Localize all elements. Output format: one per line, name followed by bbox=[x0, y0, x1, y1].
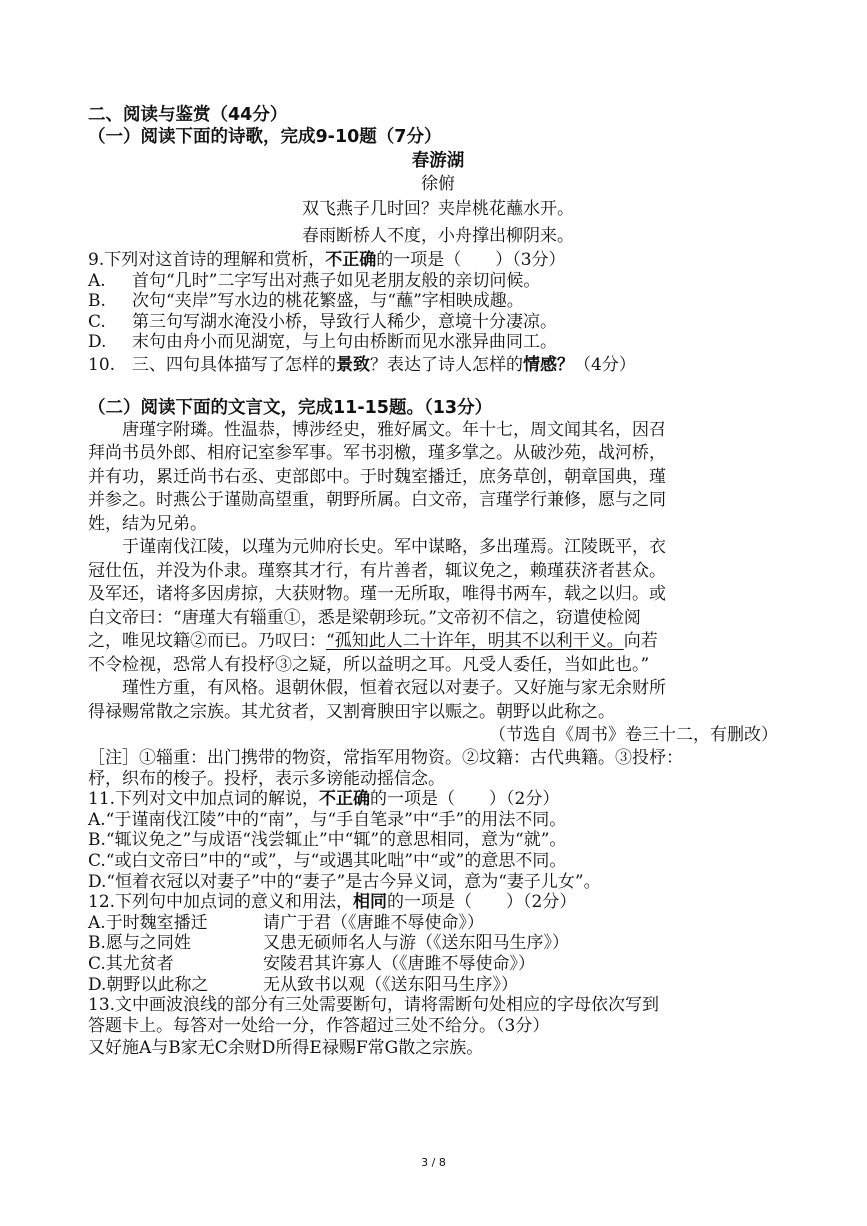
passage-line: 白文帝曰：“唐瑾大有辎重①，悉是梁朝珍玩。”文帝初不信之，窃遣使检阅 bbox=[88, 607, 641, 628]
question-13-cont: 答题卡上。每答对一处给一分，作答超过三处不给分。（3分） bbox=[88, 1015, 550, 1036]
q12-option-b: B.愿与之同姓 又患无硕师名人与游（《送东阳马生序》） bbox=[88, 933, 569, 954]
q12-option-d: D.朝野以此称之 无从致书以观（《送东阳马生序》） bbox=[88, 974, 518, 995]
passage-source: （节选自《周书》卷三十二，有删改） bbox=[489, 725, 778, 746]
question-9: 9.下列对这首诗的理解和赏析，不正确的一项是（ ）（3分） bbox=[88, 250, 566, 270]
q11-option-a: A.“于谨南伐江陵”中的“南”，与“手自笔录”中“手”的用法不同。 bbox=[88, 809, 567, 830]
underlined-sentence: “孤知此人二十许年，明其不以利干义。 bbox=[326, 631, 624, 652]
poem-title: 春游湖 bbox=[411, 151, 465, 171]
question-12: 12.下列句中加点词的意义和用法，相同的一项是（ ）（2分） bbox=[88, 892, 577, 913]
question-13: 13.文中画波浪线的部分有三处需要断句，请将需断句处相应的字母依次写到 bbox=[88, 995, 660, 1016]
page-number: 3 / 8 bbox=[421, 1156, 446, 1169]
passage-line: 瑾性方重，有风格。退朝休假，恒着衣冠以对妻子。又好施与家无余财所 bbox=[122, 678, 666, 699]
q11-option-b: B.“辄议免之”与成语“浅尝辄止”中“辄”的意思相同，意为“就”。 bbox=[88, 830, 567, 851]
q12-option-c: C.其尤贫者 安陵君其许寡人（《唐雎不辱使命》） bbox=[88, 953, 535, 974]
passage-line: 冠仕伍，并没为仆隶。瑾察其才行，有片善者，辄议免之，赖瑾获济者甚众。 bbox=[88, 560, 666, 581]
poem-author: 徐俯 bbox=[421, 174, 455, 194]
q11-option-c: C.“或白文帝曰”中的“或”，与“或遇其叱咄”中“或”的意思不同。 bbox=[88, 850, 567, 871]
passage-line: 得禄赐常散之宗族。其尤贫者，又割膏腴田宇以赈之。朝野以此称之。 bbox=[88, 701, 615, 722]
q12-option-a: A.于时魏室播迁 请广于君（《唐雎不辱使命》） bbox=[88, 912, 484, 933]
annotation-line: ［注］①辎重：出门携带的物资，常指军用物资。②坟籍：古代典籍。③投杼： bbox=[88, 747, 683, 768]
q9-option-b: B. 次句“夹岸”写水边的桃花繁盛，与“蘸”字相映成趣。 bbox=[88, 291, 524, 312]
question-10: 10. 三、四句具体描写了怎样的景致？表达了诗人怎样的情感？（4分） bbox=[88, 354, 636, 375]
part1-title: （一）阅读下面的诗歌，完成9-10题（7分） bbox=[88, 127, 442, 147]
passage-line: 拜尚书员外郎、相府记室参军事。军书羽檄，瑾多掌之。从破沙苑，战河桥， bbox=[88, 443, 666, 464]
passage-line: 并参之。时燕公于谨勋高望重，朝野所属。白文帝，言瑾学行兼修，愿与之同 bbox=[88, 490, 666, 511]
poem-line-1: 双飞燕子几时回？夹岸桃花蘸水开。 bbox=[302, 199, 574, 219]
part2-title: （二）阅读下面的文言文，完成11-15题。（13分） bbox=[88, 397, 493, 418]
q9-option-a: A. 首句“几时”二字写出对燕子如见老朋友般的亲切问候。 bbox=[88, 270, 541, 291]
poem-line-2: 春雨断桥人不度，小舟撑出柳阴来。 bbox=[302, 226, 574, 246]
passage-line: 并有功，累迁尚书右丞、吏部郎中。于时魏室播迁，庶务草创，朝章国典，瑾 bbox=[88, 466, 666, 487]
passage-line: 姓，结为兄弟。 bbox=[88, 513, 207, 534]
q9-option-c: C. 第三句写湖水淹没小桥，导致行人稀少，意境十分凄凉。 bbox=[88, 311, 557, 332]
exam-page bbox=[88, 104, 788, 1060]
section-title: 二、阅读与鉴赏（44分） bbox=[88, 105, 288, 125]
classical-passage bbox=[88, 419, 788, 748]
question-11: 11.下列对文中加点词的解说，不正确的一项是（ ）（2分） bbox=[88, 789, 560, 810]
question-13-sentence: 又好施A与B家无C余财D所得E禄赐F常G散之宗族。 bbox=[88, 1038, 484, 1059]
passage-line: 唐瑾字附璘。性温恭，博涉经史，雅好属文。年十七，周文闻其名，因召 bbox=[122, 419, 666, 440]
passage-line: 不令检视，恐常人有投杼③之疑，所以益明之耳。凡受人委任，当如此也。” bbox=[88, 654, 650, 675]
passage-line: 之，唯见坟籍②而已。乃叹曰：“孤知此人二十许年，明其不以利干义。向若 bbox=[88, 631, 658, 652]
q9-option-d: D. 末句由舟小而见湖宽，与上句由桥断而见水涨异曲同工。 bbox=[88, 332, 557, 353]
annotation-line: 杼，织布的梭子。投杼，表示多谤能动摇信念。 bbox=[88, 768, 445, 789]
passage-line: 及军还，诸将多因虏掠，大获财物。瑾一无所取，唯得书两车，载之以归。或 bbox=[88, 584, 666, 605]
q11-option-d: D.“恒着衣冠以对妻子”中的“妻子”是古今异义词，意为“妻子儿女”。 bbox=[88, 871, 601, 892]
passage-line: 于谨南伐江陵，以瑾为元帅府长史。军中谋略，多出瑾焉。江陵既平，衣 bbox=[122, 537, 666, 558]
